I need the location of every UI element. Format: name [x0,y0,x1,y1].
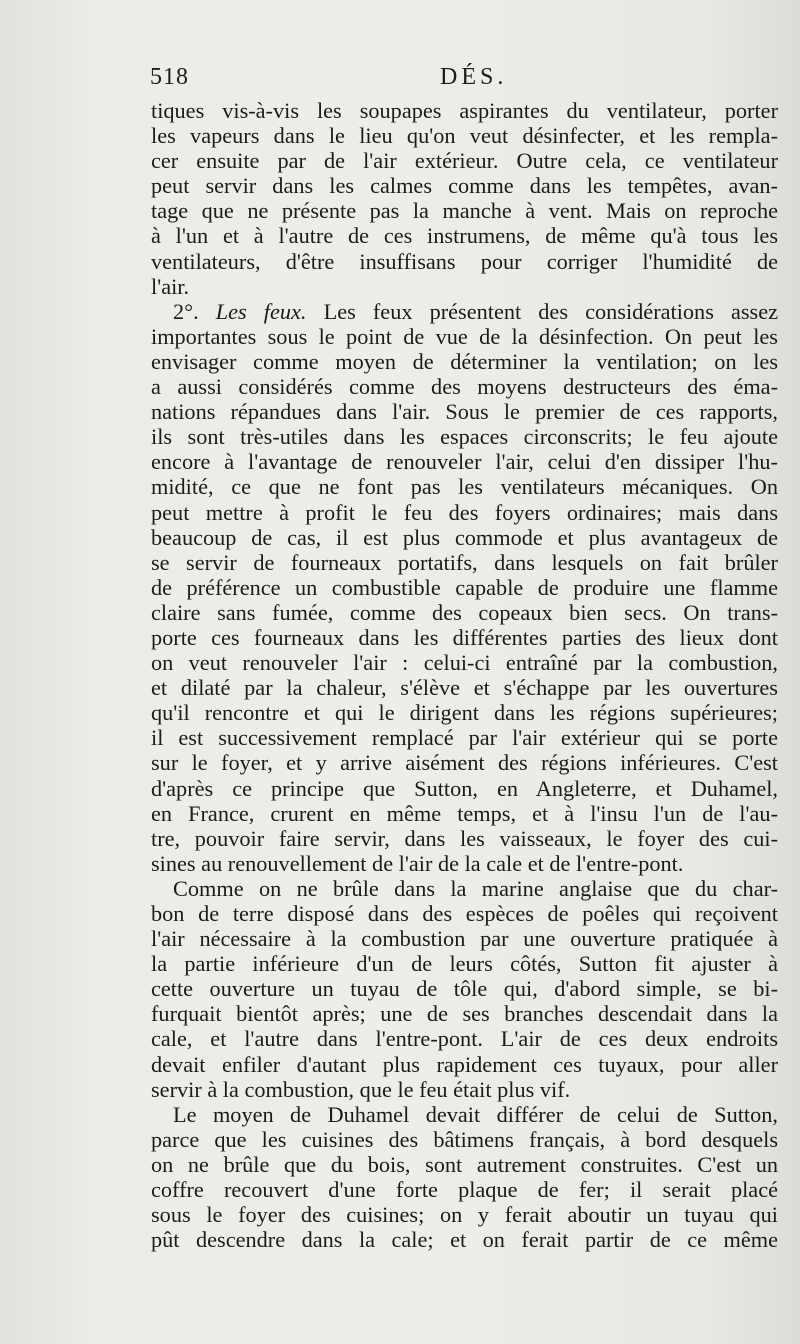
text-line: se servir de fourneaux portatifs, dans lesquels on fait brûler [151,549,778,575]
text-line: à l'un et à l'autre de ces instrumens, de même qu'à tous les [151,223,778,249]
text-line: d'après ce principe que Sutton, en Angleterre, et Duhamel, [151,775,778,801]
text-line: porte ces fourneaux dans les différentes parties des lieux dont [151,624,778,650]
text-line: pût descendre dans la cale; et on ferait partir de ce même [151,1227,778,1253]
text-line: l'air nécessaire à la combustion par une ouverture pratiquée à [151,926,778,952]
text-line: tage que ne présente pas la manche à vent. Mais on reproche [151,198,778,224]
text-line: bon de terre disposé dans des espèces de poêles qui reçoivent [151,901,778,926]
text-line: devait enfiler d'autant plus rapidement ces tuyaux, pour aller [151,1051,778,1077]
text-line: servir à la combustion, que le feu était plus vif. [151,1076,571,1102]
text-line: peut mettre à profit le feu des foyers ordinaires; mais dans [151,499,778,525]
text-line: cale, et l'autre dans l'entre-pont. L'air de ces deux endroits [151,1026,778,1052]
text-line: on ne brûle que du bois, sont autrement construites. C'est un [151,1151,778,1177]
page-header [150,64,780,98]
text-line: de préférence un combustible capable de produire une flamme [151,574,778,600]
text-line: l'air. [151,273,190,299]
text-line: ils sont très-utiles dans les espaces circonscrits; le feu ajoute [151,424,778,450]
text-line: cer ensuite par de l'air extérieur. Outre cela, ce ventilateur [151,148,778,174]
text-line: coffre recouvert d'une forte plaque de fer; il serait placé [151,1177,778,1203]
text-line: envisager comme moyen de déterminer la ventilation; on les [151,348,778,374]
text-line: cette ouverture un tuyau de tôle qui, d'abord simple, se bi- [151,976,778,1002]
text-line: a aussi considérés comme des moyens destructeurs des éma- [151,374,778,400]
text-line: sur le foyer, et y arrive aisément des régions inférieures. C'est [151,750,778,776]
text-line: on veut renouveler l'air : celui-ci entraîné par la combustion, [151,650,778,676]
body-text [151,98,778,1252]
text-line: en France, crurent en même temps, et à l'insu l'un de l'au- [151,800,778,826]
text-line: importantes sous le point de vue de la désinfection. On peut les [151,323,778,349]
text-line: les vapeurs dans le lieu qu'on veut désinfecter, et les rempla- [151,123,778,149]
paragraph-first-line: Le moyen de Duhamel devait différer de celui de Sutton, [173,1101,778,1127]
section-title: Les feux. [215,298,307,324]
text-line: ventilateurs, d'être insuffisans pour corriger l'humidité de [151,248,778,274]
text-line: parce que les cuisines des bâtimens français, à bord desquels [151,1126,778,1152]
text-line: encore à l'avantage de renouveler l'air, celui d'en dissiper l'hu- [151,449,778,475]
text-line: sous le foyer des cuisines; on y ferait aboutir un tuyau qui [151,1202,778,1228]
text-line: peut servir dans les calmes comme dans les tempêtes, avan- [151,173,778,199]
page-number: 518 [150,64,189,90]
text-line: tre, pouvoir faire servir, dans les vaisseaux, le foyer des cui- [151,825,778,851]
text-line: sines au renouvellement de l'air de la cale et de l'entre-pont. [151,850,684,876]
text-line: beaucoup de cas, il est plus commode et plus avantageux de [151,524,778,550]
text-line: tiques vis-à-vis les soupapes aspirantes du ventilateur, porter [151,98,778,123]
paragraph-first-line: Comme on ne brûle dans la marine anglaise que du char- [173,875,778,901]
text-line: il est successivement remplacé par l'air extérieur qui se porte [151,725,778,751]
text-line: qu'il rencontre et qui le dirigent dans les régions supérieures; [151,700,778,726]
text-line: claire sans fumée, comme des copeaux bien secs. On trans- [151,599,778,625]
text-line: la partie inférieure d'un de leurs côtés, Sutton fit ajuster à [151,951,778,977]
text-line: et dilaté par la chaleur, s'élève et s'échappe par les ouvertures [151,675,778,701]
running-head: DÉS. [440,64,508,90]
section-heading-line: 2°. Les feux. Les feux présentent des considérations assez [173,298,779,324]
text-line: midité, ce que ne font pas les ventilateurs mécaniques. On [151,474,778,500]
text-line: furquait bientôt après; une de ses branches descendait dans la [151,1001,778,1027]
text-line: nations répandues dans l'air. Sous le premier de ces rapports, [151,399,778,425]
